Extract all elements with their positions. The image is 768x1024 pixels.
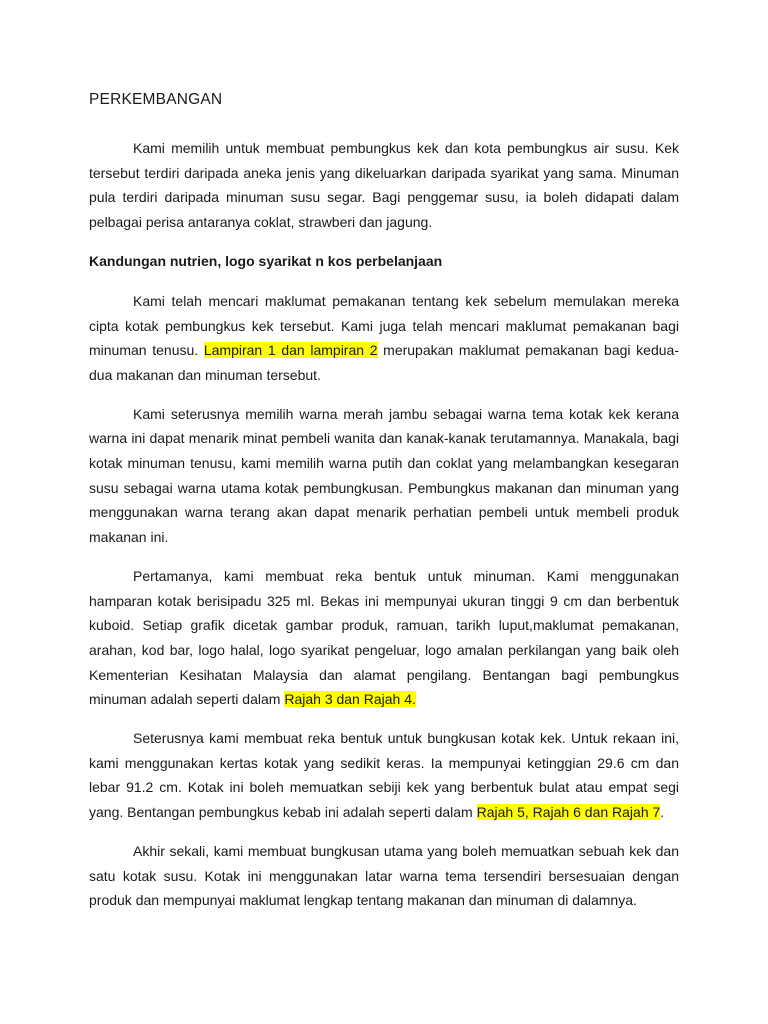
highlighted-reference: Rajah 3 dan Rajah 4. xyxy=(284,691,416,708)
paragraph-intro: Kami memilih untuk membuat pembungkus kek dan kota pembungkus air susu. Kek tersebut terdiri daripada aneka jenis yang dikeluarkan daripada syarikat yang sama. Minuman pula terdiri daripada minuman susu segar. Bagi penggemar susu, ia boleh didapati dalam pelbagai perisa antaranya coklat, strawberi dan jagung. xyxy=(89,140,679,231)
document-title: PERKEMBANGAN xyxy=(89,91,223,108)
paragraph-colors: Kami seterusnya memilih warna merah jambu sebagai warna tema kotak kek kerana warna ini dapat menarik minat pembeli wanita dan kanak-kanak terutamannya. Manakala, bagi kotak minuman tenusu, kami memilih warna putih dan coklat yang melambangkan kesegaran susu sebagai warna utama kotak pembungkusan. Pembungkus makanan dan minuman yang menggunakan warna terang akan dapat menarik perhatian pembeli untuk membeli produk makanan ini. xyxy=(89,405,679,546)
paragraph-text: Seterusnya kami membuat reka bentuk untuk bungkusan kotak kek. Untuk rekaan ini, kami menggunakan kertas kotak yang sedikit keras. Ia mempunyai ketinggian 29.6 cm dan lebar 91.2 cm. Kotak ini boleh memuatkan sebiji kek yang berbentuk bulat atau empat segi yang. Bentangan pembungkus kebab ini adalah seperti dalam xyxy=(89,730,679,821)
section-subheading: Kandungan nutrien, logo syarikat n kos perbelanjaan xyxy=(89,252,443,269)
paragraph-nutrition xyxy=(89,289,679,388)
paragraph-main-package: Akhir sekali, kami membuat bungkusan utama yang boleh memuatkan sebuah kek dan satu kotak susu. Kotak ini menggunakan latar warna tema tersendiri bersesuaian dengan produk dan mempunyai maklumat lengkap tentang makanan dan minuman di dalamnya. xyxy=(89,842,679,909)
paragraph-text: Kami telah mencari maklumat pemakanan tentang kek sebelum memulakan mereka cipta kotak pembungkus kek tersebut. Kami juga telah mencari maklumat pemakanan bagi minuman tenusu. xyxy=(89,292,679,359)
paragraph-text: merupakan maklumat pemakanan bagi kedua-dua makanan dan minuman tersebut. xyxy=(89,342,679,383)
paragraph-cake-design xyxy=(89,726,679,825)
paragraph-text: . xyxy=(660,804,665,821)
highlighted-reference: Lampiran 1 dan lampiran 2 xyxy=(203,342,378,359)
paragraph-text: Pertamanya, kami membuat reka bentuk untuk minuman. Kami menggunakan hamparan kotak berisipadu 325 ml. Bekas ini mempunyai ukuran tinggi 9 cm dan berbentuk kuboid. Setiap grafik dicetak gambar produk, ramuan, tarikh luput,maklumat pemakanan, arahan, kod bar, logo halal, logo syarikat pengeluar, logo amalan perkilangan yang baik oleh Kementerian Kesihatan Malaysia dan alamat pengilang. Bentangan bagi pembungkus minuman adalah seperti dalam xyxy=(89,567,679,708)
highlighted-reference: Rajah 5, Rajah 6 dan Rajah 7 xyxy=(476,804,661,821)
paragraph-drink-design xyxy=(89,564,679,712)
